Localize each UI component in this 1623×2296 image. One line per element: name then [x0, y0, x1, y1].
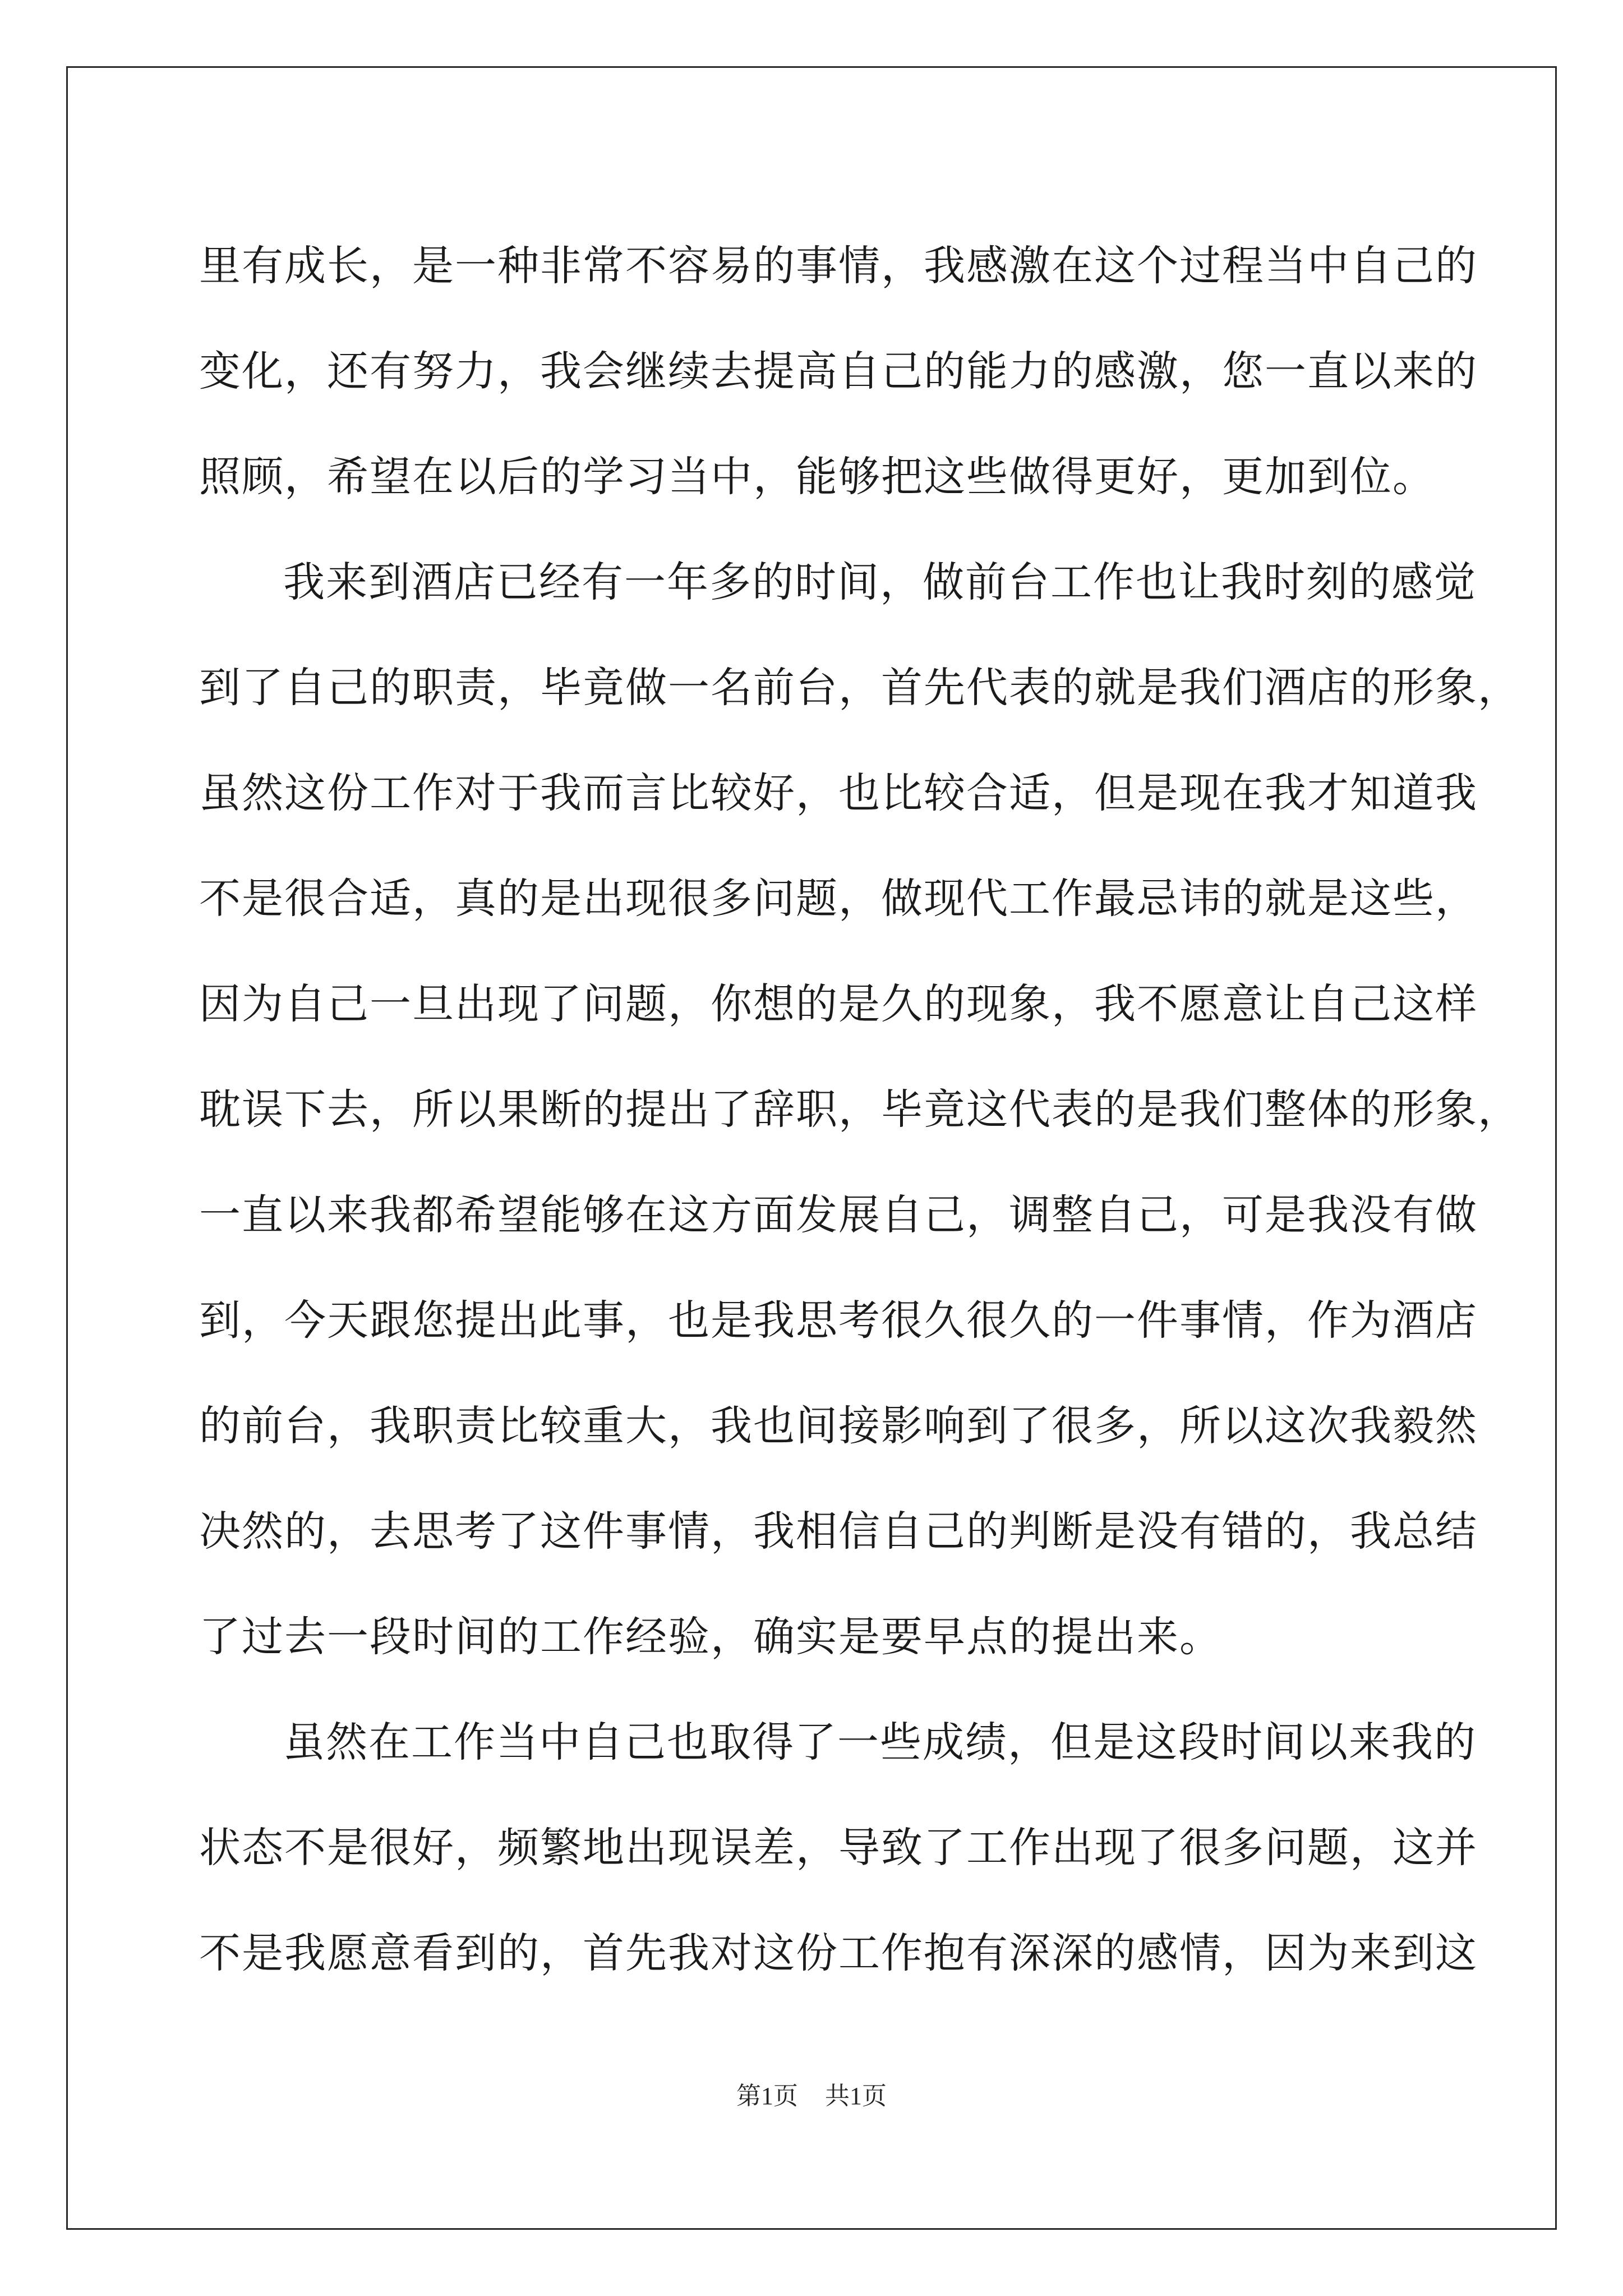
page-total: 共1页: [825, 2082, 887, 2110]
text-line-2: 变化，还有努力，我会继续去提高自己的能力的感激，您一直以来的: [199, 347, 1478, 395]
text-line-6: 虽然这份工作对于我而言比较好，也比较合适，但是现在我才知道我: [199, 769, 1478, 817]
text-line-17: 不是我愿意看到的，首先我对这份工作抱有深深的感情，因为来到这: [199, 1929, 1478, 1977]
text-line-11: 到，今天跟您提出此事，也是我思考很久很久的一件事情，作为酒店: [199, 1296, 1478, 1345]
text-line-3: 照顾，希望在以后的学习当中，能够把这些做得更好，更加到位。: [199, 453, 1435, 501]
text-line-16: 状态不是很好，频繁地出现误差，导致了工作出现了很多问题，这并: [199, 1824, 1478, 1872]
text-line-14: 了过去一段时间的工作经验，确实是要早点的提出来。: [199, 1613, 1222, 1661]
page-footer: [0, 2076, 1623, 2111]
document-body: [199, 213, 1520, 2006]
page-number: 第1页: [736, 2082, 798, 2110]
text-line-15: 虽然在工作当中自己也取得了一些成绩，但是这段时间以来我的: [283, 1718, 1477, 1766]
text-line-8: 因为自己一旦出现了问题，你想的是久的现象，我不愿意让自己这样: [199, 980, 1478, 1028]
text-line-10: 一直以来我都希望能够在这方面发展自己，调整自己，可是我没有做: [199, 1191, 1478, 1239]
text-line-4: 我来到酒店已经有一年多的时间，做前台工作也让我时刻的感觉: [283, 558, 1477, 606]
text-line-5: 到了自己的职责，毕竟做一名前台，首先代表的就是我们酒店的形象，: [199, 664, 1520, 712]
text-line-9: 耽误下去，所以果断的提出了辞职，毕竟这代表的是我们整体的形象，: [199, 1085, 1520, 1134]
text-line-12: 的前台，我职责比较重大，我也间接影响到了很多，所以这次我毅然: [199, 1402, 1478, 1450]
text-line-1: 里有成长，是一种非常不容易的事情，我感激在这个过程当中自己的: [199, 242, 1478, 290]
text-line-7: 不是很合适，真的是出现很多问题，做现代工作最忌讳的就是这些，: [199, 875, 1478, 923]
text-line-13: 决然的，去思考了这件事情，我相信自己的判断是没有错的，我总结: [199, 1507, 1478, 1556]
